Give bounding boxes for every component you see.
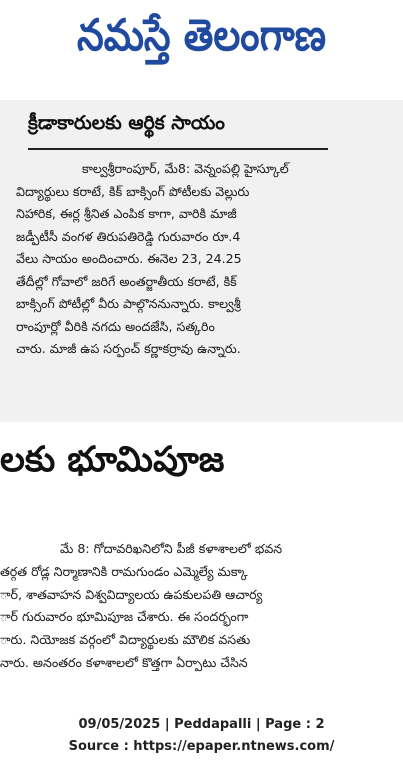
article-clipping-1 xyxy=(0,100,403,422)
article1-line: వేలు సాయం అందించారు. ఈనెల 23, 24.25 xyxy=(16,251,242,266)
article1-body xyxy=(16,158,392,361)
masthead xyxy=(0,0,403,82)
article2-headline: లకు భూమిపూజ xyxy=(0,440,225,480)
article1-headline: క్రీడాకారులకు ఆర్థిక సాయం xyxy=(28,112,225,134)
article2-line: ార్ గురువారం భూమిపూజ చేశారు. ఈ సందర్భంగా xyxy=(0,609,249,625)
article2-line: మే 8: గోదావరిఖనిలోని పీజీ కళాశాలలో భవన xyxy=(60,541,283,556)
article2-line: ార్, శాతవాహన విశ్వవిద్యాలయ ఉపకులపతి ఆచార్య xyxy=(0,586,263,602)
article2-line: ారు. నియోజక వర్గంలో విద్యార్థులకు మౌలిక వసతు xyxy=(0,632,251,648)
article1-line: బాక్సింగ్ పోటీల్లో వీరు పాల్గొననున్నారు. కాల్వశ్రీ xyxy=(16,296,241,311)
article1-line: జడ్పీటీసీ వంగళ తిరుపతిరెడ్డి గురువారం రూ.4 xyxy=(16,228,241,244)
footer-source-link[interactable]: Source : https://epaper.ntnews.com/ xyxy=(68,739,335,754)
article1-line: తేదీల్లో గోవాలో జరిగే అంతర్జాతీయ కరాటే, కిక్ xyxy=(16,273,237,289)
article1-line: రాంపూర్లో వీరికి నగదు అందజేసి, సత్కరిం xyxy=(16,318,215,334)
article1-line: కాల్వశ్రీరాంపూర్, మే8: వెన్నంపల్లి హైస్కూల్ xyxy=(82,161,289,176)
footer-date-edition: 09/05/2025 | Peddapalli | Page : 2 xyxy=(78,717,325,732)
article-clipping-2 xyxy=(0,432,403,707)
article2-line: నారు. అనంతరం కళాశాలలో కొత్తగా ఏర్పాటు చేసిన xyxy=(0,654,248,670)
article1-line: విద్యార్థులు కరాటే, కిక్ బాక్సింగ్ పోటీలకు వెల్లురు xyxy=(16,183,250,199)
article1-line: చారు. మాజీ ఉప సర్పంచ్ కర్ణాకర్రావు ఉన్నారు. xyxy=(16,341,241,356)
source-footer xyxy=(0,714,403,758)
article2-line: తర్గత రోడ్ల నిర్మాణానికి రామగుండం ఎమ్మెల్యే మక్కా xyxy=(0,563,248,579)
masthead-title: నమస్తే తెలంగాణ xyxy=(77,9,326,61)
article1-line: నిహారిక, ఈర్ల శ్రీనిత ఎంపిక కాగా, వారికి మాజీ xyxy=(16,206,237,221)
headline-underline xyxy=(28,148,328,150)
article2-body xyxy=(0,538,403,675)
